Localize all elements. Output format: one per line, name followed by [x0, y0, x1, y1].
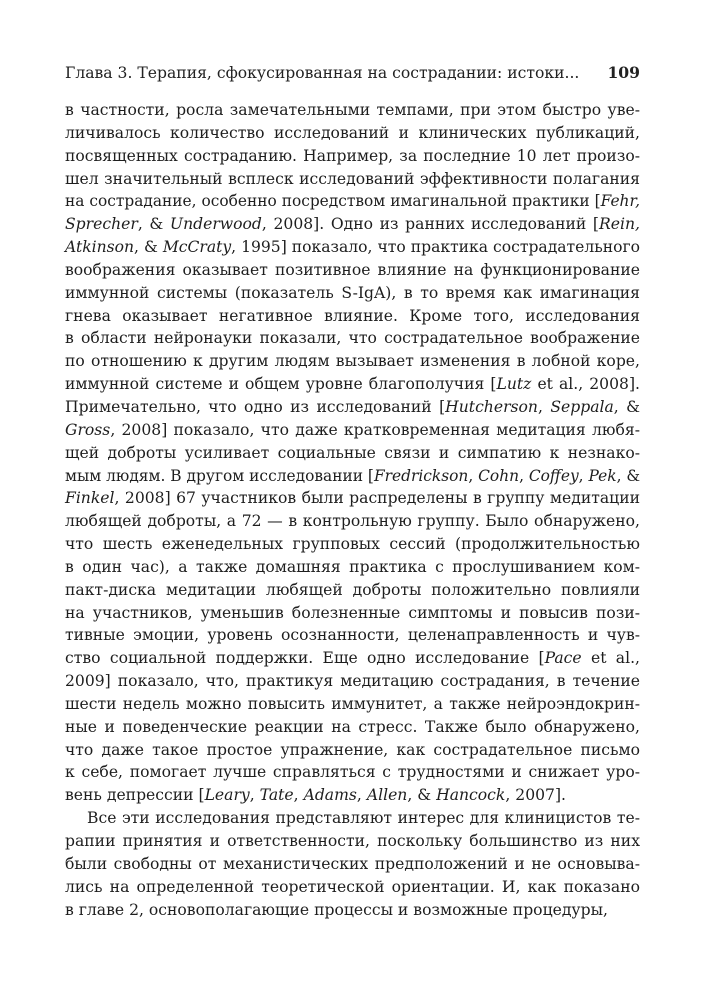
citation-author: Rein,	[599, 215, 640, 234]
text-segment: , 2008]. Одно из ранних исследований [	[261, 215, 600, 234]
text-segment: шести недель можно повысить иммунитет, а также нейроэндокрин-	[65, 694, 640, 713]
text-line	[65, 99, 640, 122]
text-line	[65, 602, 640, 625]
text-line	[65, 830, 640, 853]
text-line	[65, 693, 640, 716]
text-segment: ,	[578, 466, 589, 485]
citation-author: Hutcherson	[445, 397, 538, 416]
text-line	[65, 145, 640, 168]
text-line	[65, 282, 640, 305]
text-segment: , &	[616, 466, 641, 485]
text-line	[65, 122, 640, 145]
text-line	[65, 442, 640, 465]
text-segment: тивные эмоции, уровень осознанности, целенаправленность и чув-	[65, 626, 640, 645]
text-segment: посвященных состраданию. Например, за последние 10 лет произо-	[65, 146, 640, 165]
text-line	[65, 465, 640, 488]
text-line	[65, 419, 640, 442]
text-segment: , 2008] 67 участников были распределены в группу медитации	[114, 489, 640, 508]
citation-author: Gross	[65, 420, 111, 439]
text-segment: лись на определенной теоретической ориентации. И, как показано	[65, 877, 640, 896]
text-line	[65, 556, 640, 579]
citation-author: Cohn	[478, 466, 520, 485]
text-segment: , &	[134, 238, 163, 257]
citation-author: Sprecher	[65, 215, 138, 234]
text-segment: Примечательно, что одно из исследований [	[65, 397, 446, 416]
text-segment: , &	[613, 397, 640, 416]
text-line	[65, 579, 640, 602]
citation-author: Adams	[303, 786, 357, 805]
citation-author: Hancock	[436, 786, 506, 805]
text-segment: ,	[519, 466, 529, 485]
text-line	[65, 739, 640, 762]
text-segment: в один час), а также домашняя практика с прослушиванием ком-	[65, 557, 640, 576]
text-segment: ство социальной поддержки. Еще одно исследование [	[65, 649, 545, 668]
citation-author: Coffey	[528, 466, 579, 485]
text-line	[65, 899, 640, 922]
text-segment: иммунной системы (показатель S-IgA), в то время как имагинация	[65, 283, 640, 302]
text-segment: , 2007].	[505, 786, 566, 805]
text-segment: , &	[137, 215, 170, 234]
text-line	[65, 350, 640, 373]
text-line	[65, 373, 640, 396]
citation-author: Pek	[588, 466, 617, 485]
text-segment: в частности, росла замечательными темпами, при этом быстро уве-	[65, 101, 640, 119]
text-segment: были свободны от механистических предположений и не основыва-	[65, 854, 640, 873]
citation-author: McCraty	[162, 238, 232, 257]
text-line	[65, 716, 640, 739]
text-segment: ,	[356, 786, 367, 805]
citation-author: Pace	[544, 649, 582, 668]
citation-author: Lutz	[496, 375, 532, 394]
text-line	[65, 533, 640, 556]
text-segment: по отношению к другим людям вызывает изменения в лобной коре,	[65, 352, 640, 371]
text-segment: , &	[407, 786, 437, 805]
text-line	[65, 305, 640, 328]
citation-author: Atkinson	[65, 238, 135, 257]
text-segment: на сострадание, особенно посредством имагинальной практики [	[65, 192, 601, 211]
text-segment: иммунной системе и общем уровне благополучия [	[65, 375, 497, 394]
citation-author: Fehr,	[600, 192, 640, 211]
text-line	[65, 168, 640, 191]
text-segment: к себе, помогает лучше справляться с трудностями и снижает уро-	[65, 763, 640, 782]
text-line	[65, 213, 640, 236]
citation-author: Seppala	[550, 397, 614, 416]
text-segment: на участников, уменьшив болезненные симптомы и повысив пози-	[65, 603, 640, 622]
text-segment: Все эти исследования представляют интерес для клиницистов те-	[87, 809, 640, 828]
text-segment: , 1995] показало, что практика сострадательного	[231, 238, 641, 257]
text-segment: щей доброты усиливает социальные связи и симпатию к незнако-	[65, 443, 640, 462]
text-line	[65, 327, 640, 350]
text-segment: et al.,	[581, 649, 641, 668]
text-segment: личивалось количество исследований и клинических публикаций,	[65, 123, 640, 142]
text-segment: ,	[249, 786, 260, 805]
text-segment: шел значительный всплеск исследований эффективности полагания	[65, 169, 640, 188]
citation-author: Tate	[259, 786, 294, 805]
citation-author: Fredrickson	[373, 466, 469, 485]
text-segment: ,	[293, 786, 304, 805]
citation-author: Leary	[204, 786, 250, 805]
text-line	[65, 807, 640, 830]
text-segment: пакт-диска медитации любящей доброты положительно повлияли	[65, 580, 640, 599]
text-line	[65, 784, 640, 807]
text-segment: , 2008] показало, что даже кратковременная медитация любя-	[110, 420, 640, 439]
text-segment: рапии принятия и ответственности, поскольку большинство из них	[65, 832, 640, 850]
text-segment: гнева оказывает негативное влияние. Кроме того, исследования	[65, 306, 640, 325]
text-segment: ,	[468, 466, 479, 485]
text-line	[65, 510, 640, 533]
text-segment: в области нейронауки показали, что сострадательное воображение	[65, 329, 640, 348]
text-segment: что шесть еженедельных групповых сессий (продолжительностью	[65, 535, 640, 554]
text-segment: что даже такое простое упражнение, как сострадательное письмо	[65, 740, 640, 759]
text-line	[65, 647, 640, 670]
text-line	[65, 670, 640, 693]
text-segment: ,	[537, 397, 551, 416]
running-header	[65, 62, 640, 84]
text-segment: ные и поведенческие реакции на стресс. Также было обнаружено,	[65, 717, 640, 736]
citation-author: Allen	[366, 786, 408, 805]
text-line	[65, 236, 640, 259]
text-line	[65, 396, 640, 419]
text-line	[65, 853, 640, 876]
text-segment: 2009] показало, что, практикуя медитацию сострадания, в течение	[65, 672, 640, 691]
body-text	[65, 99, 640, 921]
text-segment: в главе 2, основополагающие процессы и возможные процедуры,	[65, 900, 608, 919]
text-line	[65, 259, 640, 282]
text-line	[65, 761, 640, 784]
running-title: Глава 3. Терапия, сфокусированная на сострадании: истоки...	[65, 64, 580, 82]
text-segment: мым людям. В другом исследовании [	[65, 466, 374, 485]
text-segment: любящей доброты, а 72 — в контрольную группу. Было обнаружено,	[65, 512, 640, 531]
citation-author: Finkel	[65, 489, 115, 508]
text-segment: вень депрессии [	[65, 786, 205, 805]
text-segment: et al., 2008].	[531, 375, 640, 394]
citation-author: Underwood	[169, 215, 262, 234]
text-line	[65, 624, 640, 647]
text-line	[65, 876, 640, 899]
text-line	[65, 487, 640, 510]
page-number: 109	[607, 63, 640, 82]
text-line	[65, 190, 640, 213]
text-segment: воображения оказывает позитивное влияние на функционирование	[65, 260, 640, 279]
